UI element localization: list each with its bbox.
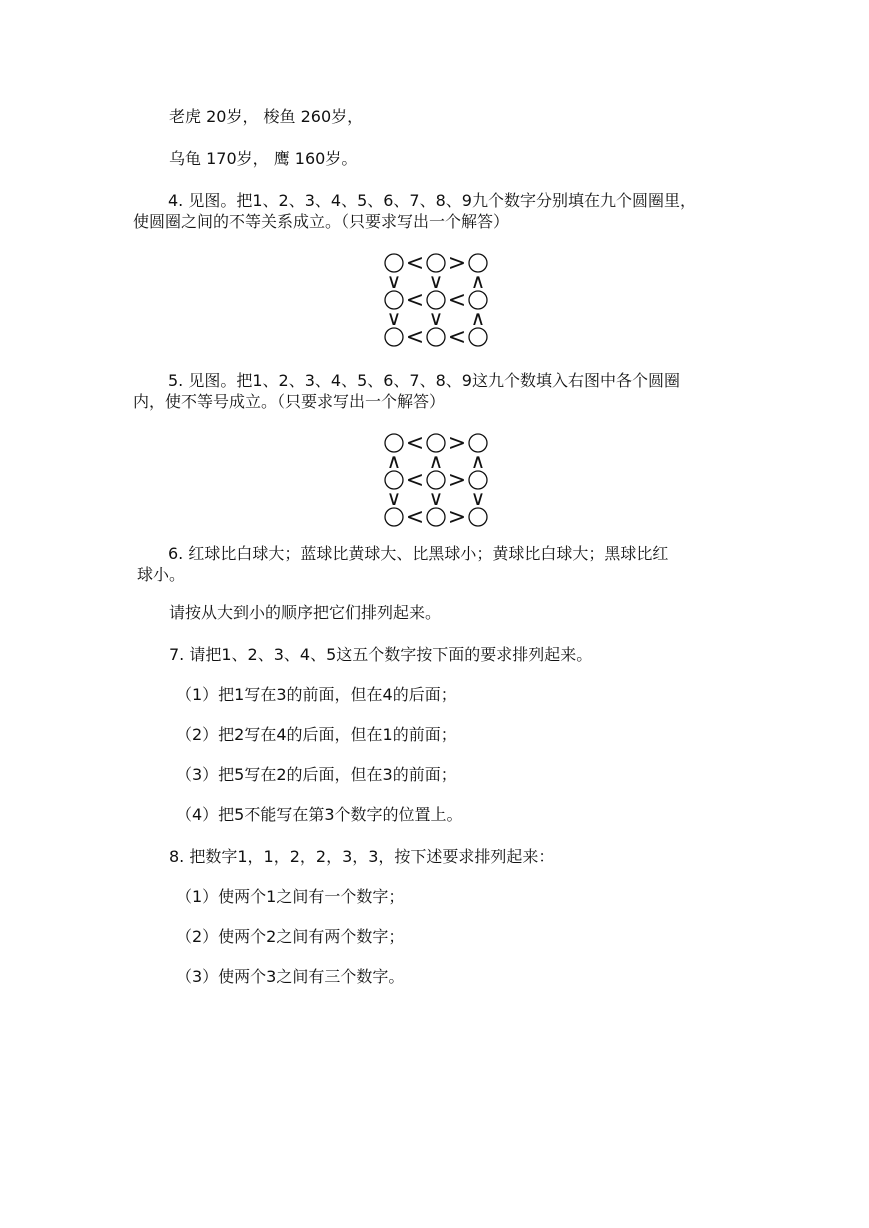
question-5-line-2: 内，使不等号成立。（只要求写出一个解答） (133, 392, 446, 411)
circle-icon (385, 508, 403, 526)
circle-icon (469, 508, 487, 526)
question-6-line-3: 请按从大到小的顺序把它们排列起来。 (169, 603, 442, 622)
inequality-sign: ∧ (386, 449, 402, 473)
question-7-item-2: （2）把2写在4的后面，但在1的前面； (176, 725, 457, 744)
inequality-sign: ∨ (386, 269, 402, 293)
inequality-sign: ∧ (470, 269, 486, 293)
inequality-sign: > (447, 505, 467, 530)
circle-icon (469, 328, 487, 346)
question-7-title: 7. 请把1、2、3、4、5这五个数字按下面的要求排列起来。 (169, 645, 593, 664)
inequality-sign: > (447, 468, 467, 493)
question-8-item-2: （2）使两个2之间有两个数字； (176, 927, 405, 946)
inequality-sign: < (405, 325, 425, 350)
figure-4-svg (383, 252, 493, 352)
figure-4-inequality-grid (383, 252, 493, 352)
inequality-sign: < (405, 468, 425, 493)
inequality-sign: ∨ (386, 306, 402, 330)
inequality-sign: > (447, 431, 467, 456)
text-ages-1: 老虎 20岁， 梭鱼 260岁， (169, 107, 364, 126)
question-4-line-1: 4. 见图。把1、2、3、4、5、6、7、8、9九个数字分别填在九个圆圈里， (168, 191, 696, 210)
circle-icon (427, 508, 445, 526)
question-6-line-1: 6. 红球比白球大；蓝球比黄球大、比黑球小；黄球比白球大；黑球比红 (168, 544, 669, 563)
inequality-sign: < (405, 505, 425, 530)
inequality-sign: < (405, 251, 425, 276)
circle-icon (385, 328, 403, 346)
question-8-title: 8. 把数字1，1，2，2，3，3，按下述要求排列起来： (169, 847, 555, 866)
inequality-sign: ∧ (428, 449, 444, 473)
figure-5-inequality-grid (383, 432, 493, 532)
inequality-sign: ∨ (428, 306, 444, 330)
question-8-item-3: （3）使两个3之间有三个数字。 (176, 967, 405, 986)
inequality-sign: ∨ (386, 486, 402, 510)
inequality-sign: < (447, 325, 467, 350)
question-7-item-4: （4）把5不能写在第3个数字的位置上。 (176, 805, 463, 824)
question-7-item-1: （1）把1写在3的前面，但在4的后面； (176, 685, 457, 704)
inequality-sign: ∧ (470, 306, 486, 330)
inequality-sign: < (405, 431, 425, 456)
inequality-sign: < (447, 288, 467, 313)
inequality-sign: < (405, 288, 425, 313)
inequality-sign: ∨ (428, 486, 444, 510)
question-8-item-1: （1）使两个1之间有一个数字； (176, 887, 405, 906)
question-7-item-3: （3）把5写在2的后面，但在3的前面； (176, 765, 457, 784)
inequality-sign: ∨ (470, 486, 486, 510)
text-ages-2: 乌龟 170岁， 鹰 160岁。 (169, 149, 358, 168)
question-6-line-2: 球小。 (137, 565, 186, 584)
circle-icon (427, 328, 445, 346)
inequality-sign: ∧ (470, 449, 486, 473)
question-5-line-1: 5. 见图。把1、2、3、4、5、6、7、8、9这九个数填入右图中各个圆圈 (168, 371, 680, 390)
inequality-sign: > (447, 251, 467, 276)
figure-5-svg (383, 432, 493, 532)
question-4-line-2: 使圆圈之间的不等关系成立。（只要求写出一个解答） (133, 212, 510, 231)
inequality-sign: ∨ (428, 269, 444, 293)
